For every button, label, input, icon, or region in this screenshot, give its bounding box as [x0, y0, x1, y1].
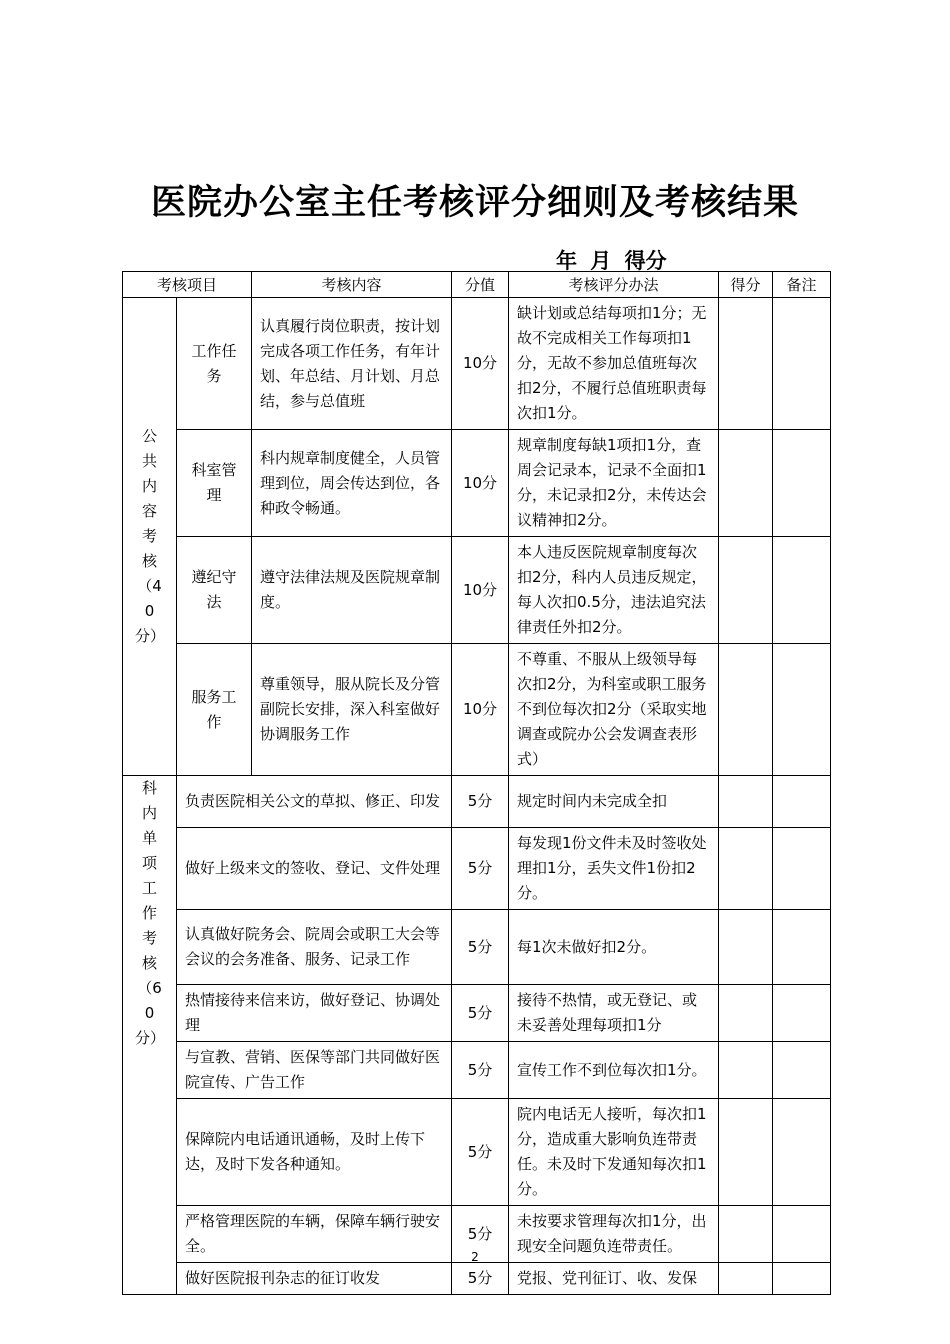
- table-row: [123, 298, 831, 430]
- content-cell: 认真履行岗位职责，按计划完成各项工作任务，有年计划、年总结、月计划、月总结，参与总值班: [252, 298, 452, 430]
- method-cell: 院内电话无人接听，每次扣1分，造成重大影响负连带责任。未及时下发通知每次扣1分。: [509, 1099, 719, 1206]
- content-cell: 做好上级来文的签收、登记、文件处理: [177, 828, 452, 910]
- table-header-row: [123, 272, 831, 298]
- sub-item-label: 遵纪守法: [177, 537, 252, 644]
- method-cell: 缺计划或总结每项扣1分；无故不完成相关工作每项扣1分，无故不参加总值班每次扣2分，不履行总值班职责每次扣1分。: [509, 298, 719, 430]
- content-cell: 尊重领导，服从院长及分管副院长安排，深入科室做好协调服务工作: [252, 644, 452, 776]
- table-row: [123, 644, 831, 776]
- remark-cell[interactable]: [773, 1263, 831, 1295]
- date-score-line: 年 月 得分: [556, 249, 667, 273]
- table-row: [123, 776, 831, 828]
- section-label-public: 公共内容考核（40分）: [123, 298, 177, 776]
- section-label-unit: 科内单项工作考核（60分）: [123, 776, 177, 1295]
- points-cell: 10分: [452, 430, 509, 537]
- score-cell[interactable]: [719, 430, 773, 537]
- points-cell: 5分: [452, 1206, 509, 1263]
- method-cell: 每发现1份文件未及时签收处理扣1分，丢失文件1份扣2分。: [509, 828, 719, 910]
- method-cell: 不尊重、不服从上级领导每次扣2分，为科室或职工服务不到位每次扣2分（采取实地调查或院办公会发调查表形式）: [509, 644, 719, 776]
- document-title: 医院办公室主任考核评分细则及考核结果: [150, 183, 799, 223]
- method-cell: 接待不热情，或无登记、或未妥善处理每项扣1分: [509, 985, 719, 1042]
- content-cell: 严格管理医院的车辆，保障车辆行驶安全。: [177, 1206, 452, 1263]
- header-content: 考核内容: [252, 272, 452, 298]
- content-cell: 遵守法律法规及医院规章制度。: [252, 537, 452, 644]
- table-row: [123, 910, 831, 985]
- table-row: [123, 1099, 831, 1206]
- header-item: 考核项目: [123, 272, 252, 298]
- score-cell[interactable]: [719, 1263, 773, 1295]
- sub-item-label: 科室管理: [177, 430, 252, 537]
- assessment-table: [122, 271, 831, 1295]
- header-remark: 备注: [773, 272, 831, 298]
- header-points: 分值: [452, 272, 509, 298]
- content-cell: 科内规章制度健全，人员管理到位，周会传达到位，各种政令畅通。: [252, 430, 452, 537]
- score-cell[interactable]: [719, 1099, 773, 1206]
- remark-cell[interactable]: [773, 776, 831, 828]
- score-cell[interactable]: [719, 537, 773, 644]
- score-cell[interactable]: [719, 776, 773, 828]
- method-cell: 未按要求管理每次扣1分，出现安全问题负连带责任。: [509, 1206, 719, 1263]
- remark-cell[interactable]: [773, 298, 831, 430]
- content-cell: 保障院内电话通讯通畅，及时上传下达，及时下发各种通知。: [177, 1099, 452, 1206]
- table-row: [123, 537, 831, 644]
- score-cell[interactable]: [719, 828, 773, 910]
- method-cell: 党报、党刊征订、收、发保: [509, 1263, 719, 1295]
- score-cell[interactable]: [719, 644, 773, 776]
- points-cell: 5分: [452, 910, 509, 985]
- remark-cell[interactable]: [773, 828, 831, 910]
- score-cell[interactable]: [719, 298, 773, 430]
- points-cell: 5分: [452, 985, 509, 1042]
- score-cell[interactable]: [719, 910, 773, 985]
- method-cell: 规章制度每缺1项扣1分，查周会记录本，记录不全面扣1分，未记录扣2分，未传达会议精神扣2分。: [509, 430, 719, 537]
- remark-cell[interactable]: [773, 644, 831, 776]
- points-cell: 5分: [452, 1263, 509, 1295]
- sub-item-label: 工作任务: [177, 298, 252, 430]
- points-cell: 10分: [452, 644, 509, 776]
- sub-item-label: 服务工作: [177, 644, 252, 776]
- method-cell: 规定时间内未完成全扣: [509, 776, 719, 828]
- points-cell: 5分: [452, 828, 509, 910]
- table-row: [123, 1263, 831, 1295]
- remark-cell[interactable]: [773, 910, 831, 985]
- content-cell: 与宣教、营销、医保等部门共同做好医院宣传、广告工作: [177, 1042, 452, 1099]
- content-cell: 负责医院相关公文的草拟、修正、印发: [177, 776, 452, 828]
- content-cell: 认真做好院务会、院周会或职工大会等会议的会务准备、服务、记录工作: [177, 910, 452, 985]
- method-cell: 宣传工作不到位每次扣1分。: [509, 1042, 719, 1099]
- content-cell: 热情接待来信来访，做好登记、协调处理: [177, 985, 452, 1042]
- score-cell[interactable]: [719, 985, 773, 1042]
- table-row: [123, 985, 831, 1042]
- points-cell: 5分: [452, 1042, 509, 1099]
- page-number: 2: [471, 1250, 479, 1264]
- points-cell: 10分: [452, 537, 509, 644]
- remark-cell[interactable]: [773, 1042, 831, 1099]
- remark-cell[interactable]: [773, 985, 831, 1042]
- remark-cell[interactable]: [773, 1099, 831, 1206]
- points-cell: 5分: [452, 1099, 509, 1206]
- score-cell[interactable]: [719, 1042, 773, 1099]
- header-score: 得分: [719, 272, 773, 298]
- remark-cell[interactable]: [773, 430, 831, 537]
- method-cell: 本人违反医院规章制度每次扣2分，科内人员违反规定，每人次扣0.5分，违法追究法律责任外扣2分。: [509, 537, 719, 644]
- table-row: [123, 828, 831, 910]
- method-cell: 每1次未做好扣2分。: [509, 910, 719, 985]
- table-row: [123, 1042, 831, 1099]
- points-cell: 10分: [452, 298, 509, 430]
- content-cell: 做好医院报刊杂志的征订收发: [177, 1263, 452, 1295]
- header-method: 考核评分办法: [509, 272, 719, 298]
- remark-cell[interactable]: [773, 537, 831, 644]
- points-cell: 5分: [452, 776, 509, 828]
- table-row: [123, 430, 831, 537]
